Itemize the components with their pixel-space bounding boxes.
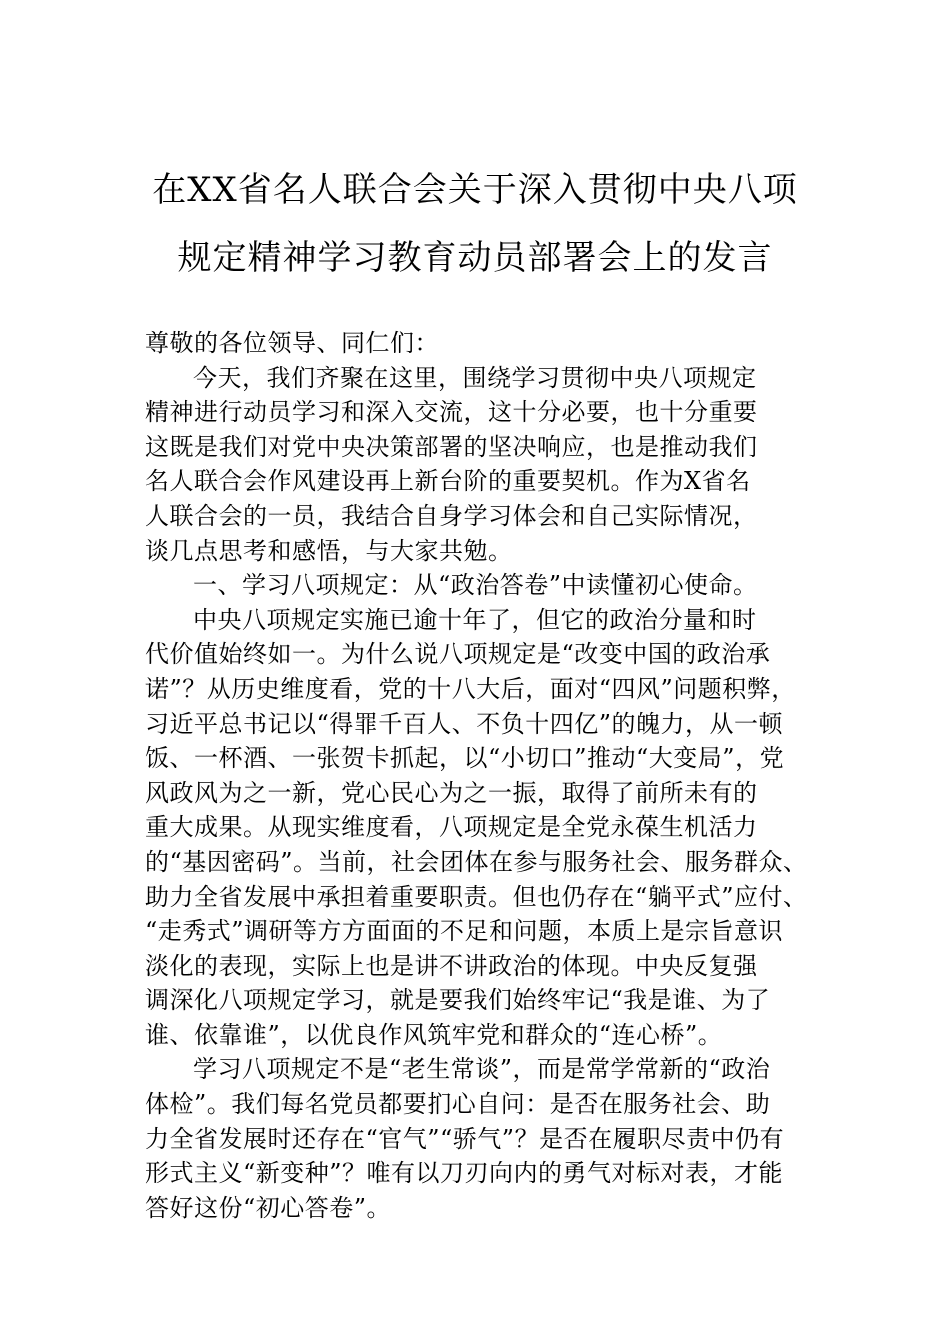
paragraph-line: 饭、一杯酒、一张贺卡抓起，以“小切口”推动“大变局”，党 bbox=[145, 744, 785, 773]
salutation: 尊敬的各位领导、同仁们： bbox=[145, 329, 439, 357]
paragraph-line: 学习八项规定不是“老生常谈”，而是常学常新的“政治 bbox=[193, 1055, 771, 1084]
paragraph-line: 精神进行动员学习和深入交流，这十分必要，也十分重要 bbox=[145, 398, 758, 427]
paragraph-line: 习近平总书记以“得罪千百人、不负十四亿”的魄力，从一顿 bbox=[145, 709, 784, 738]
paragraph-line: 调深化八项规定学习，就是要我们始终牢记“我是谁、为了 bbox=[145, 986, 771, 1015]
paragraph-line: 谈几点思考和感悟，与大家共勉。 bbox=[145, 536, 513, 565]
paragraph-line: 体检”。我们每名党员都要扪心自问：是否在服务社会、助 bbox=[145, 1090, 771, 1119]
paragraph-line: 重大成果。从现实维度看，八项规定是全党永葆生机活力 bbox=[145, 813, 758, 842]
paragraph-line: 答好这份“初心答卷”。 bbox=[145, 1193, 392, 1222]
paragraph-line: 诺”？从历史维度看，党的十八大后，面对“四风”问题积弊， bbox=[145, 674, 796, 703]
paragraph-line: 形式主义“新变种”？唯有以刀刃向内的勇气对标对表，才能 bbox=[145, 1159, 784, 1188]
section-heading: 一、学习八项规定：从“政治答卷”中读懂初心使命。 bbox=[193, 571, 758, 600]
document-title-line-1: 在XX省名人联合会关于深入贯彻中央八项 bbox=[152, 170, 798, 210]
paragraph-line: 淡化的表现，实际上也是讲不讲政治的体现。中央反复强 bbox=[145, 951, 758, 980]
document-body bbox=[145, 326, 835, 1225]
paragraph-line: 的“基因密码”。当前，社会团体在参与服务社会、服务群众、 bbox=[145, 847, 808, 876]
paragraph-line: “走秀式”调研等方方面面的不足和问题，本质上是宗旨意识 bbox=[145, 917, 784, 946]
paragraph-line: 代价值始终如一。为什么说八项规定是“改变中国的政治承 bbox=[145, 640, 771, 669]
paragraph-line: 风政风为之一新，党心民心为之一振，取得了前所未有的 bbox=[145, 778, 758, 807]
paragraph-line: 谁、依靠谁”，以优良作风筑牢党和群众的“连心桥”。 bbox=[145, 1020, 723, 1049]
paragraph-line: 今天，我们齐聚在这里，围绕学习贯彻中央八项规定 bbox=[193, 363, 757, 392]
paragraph-line: 中央八项规定实施已逾十年了，但它的政治分量和时 bbox=[193, 605, 757, 634]
paragraph-line: 助力全省发展中承担着重要职责。但也仍存在“躺平式”应付、 bbox=[145, 882, 808, 911]
paragraph-line: 名人联合会作风建设再上新台阶的重要契机。作为X省名 bbox=[145, 467, 751, 496]
paragraph-line: 力全省发展时还存在“官气”“骄气”？是否在履职尽责中仍有 bbox=[145, 1124, 785, 1153]
document-title-line-2: 规定精神学习教育动员部署会上的发言 bbox=[177, 238, 773, 278]
paragraph-line: 人联合会的一员，我结合自身学习体会和自己实际情况， bbox=[145, 501, 758, 530]
paragraph-line: 这既是我们对党中央决策部署的坚决响应，也是推动我们 bbox=[145, 432, 758, 461]
